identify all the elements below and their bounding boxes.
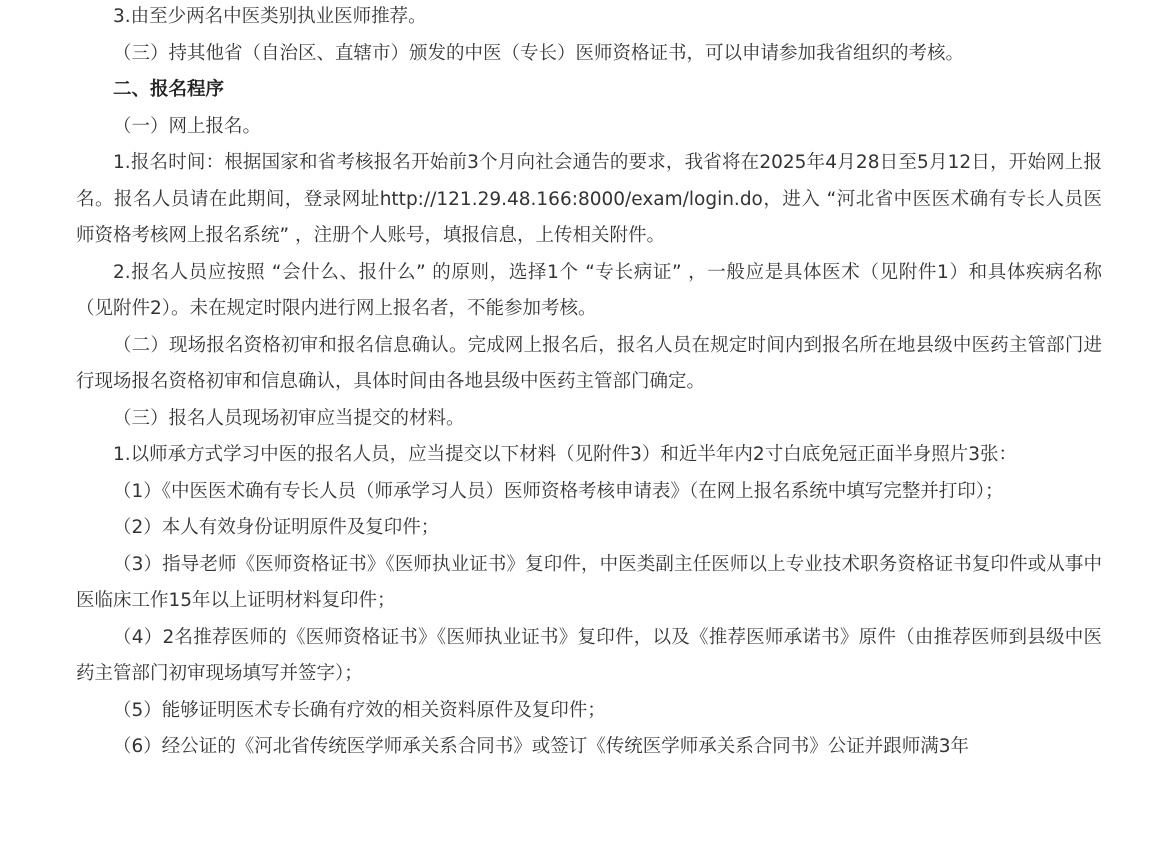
- paragraph-other-province-certificate: （三）持其他省（自治区、直辖市）颁发的中医（专长）医师资格证书，可以申请参加我省组织的考核。: [113, 42, 965, 64]
- section-heading-registration-procedure: 二、报名程序: [113, 79, 225, 100]
- list-item-efficacy-evidence: （5）能够证明医术专长确有疗效的相关资料原件及复印件；: [113, 699, 606, 721]
- paragraph-registration-principle: 2.报名人员应按照 “会什么、报什么” 的原则，选择1个 “专长病证” ，一般应是具体医术（见附件1）和具体疾病名称（见附件2）。未在规定时限内进行网上报名者，不能参加考核。: [76, 261, 1102, 319]
- list-item-apprenticeship-contract: （6）经公证的《河北省传统医学师承关系合同书》或签订《传统医学师承关系合同书》公证并跟师满3年: [113, 736, 970, 757]
- document-body: [76, 0, 1102, 766]
- paragraph-apprentice-materials: 1.以师承方式学习中医的报名人员，应当提交以下材料（见附件3）和近半年内2寸白底免冠正面半身照片3张：: [113, 444, 1017, 465]
- list-item-identity-proof: （2）本人有效身份证明原件及复印件；: [113, 517, 440, 538]
- paragraph-online-registration-title: （一）网上报名。: [113, 115, 262, 137]
- paragraph-recommendation-rule: 3.由至少两名中医类别执业医师推荐。: [113, 6, 427, 27]
- list-item-application-form: （1）《中医医术确有专长人员（师承学习人员）医师资格考核申请表》（在网上报名系统中填写完整并打印）；: [113, 480, 1004, 502]
- paragraph-materials-title: （三）报名人员现场初审应当提交的材料。: [113, 407, 465, 429]
- list-item-mentor-certificates: （3）指导老师《医师资格证书》《医师执业证书》复印件，中医类副主任医师以上专业技术职务资格证书复印件或从事中医临床工作15年以上证明材料复印件；: [76, 553, 1102, 611]
- paragraph-registration-time: 1.报名时间：根据国家和省考核报名开始前3个月向社会通告的要求，我省将在2025年4月28日至5月12日，开始网上报名。报名人员请在此期间，登录网址http://121.29.48.166:8000/exam/login.do，进入 “河北省中医医术确有专长人员医师资格考核网上报名系统” ，注册个人账号，填报信息，上传相关附件。: [76, 152, 1102, 246]
- list-item-recommender-certificates: （4）2名推荐医师的《医师资格证书》《医师执业证书》复印件，以及《推荐医师承诺书》原件（由推荐医师到县级中医药主管部门初审现场填写并签字）；: [76, 626, 1102, 684]
- paragraph-onsite-review: （二）现场报名资格初审和报名信息确认。完成网上报名后，报名人员在规定时间内到报名所在地县级中医药主管部门进行现场报名资格初审和信息确认，具体时间由各地县级中医药主管部门确定。: [76, 334, 1102, 392]
